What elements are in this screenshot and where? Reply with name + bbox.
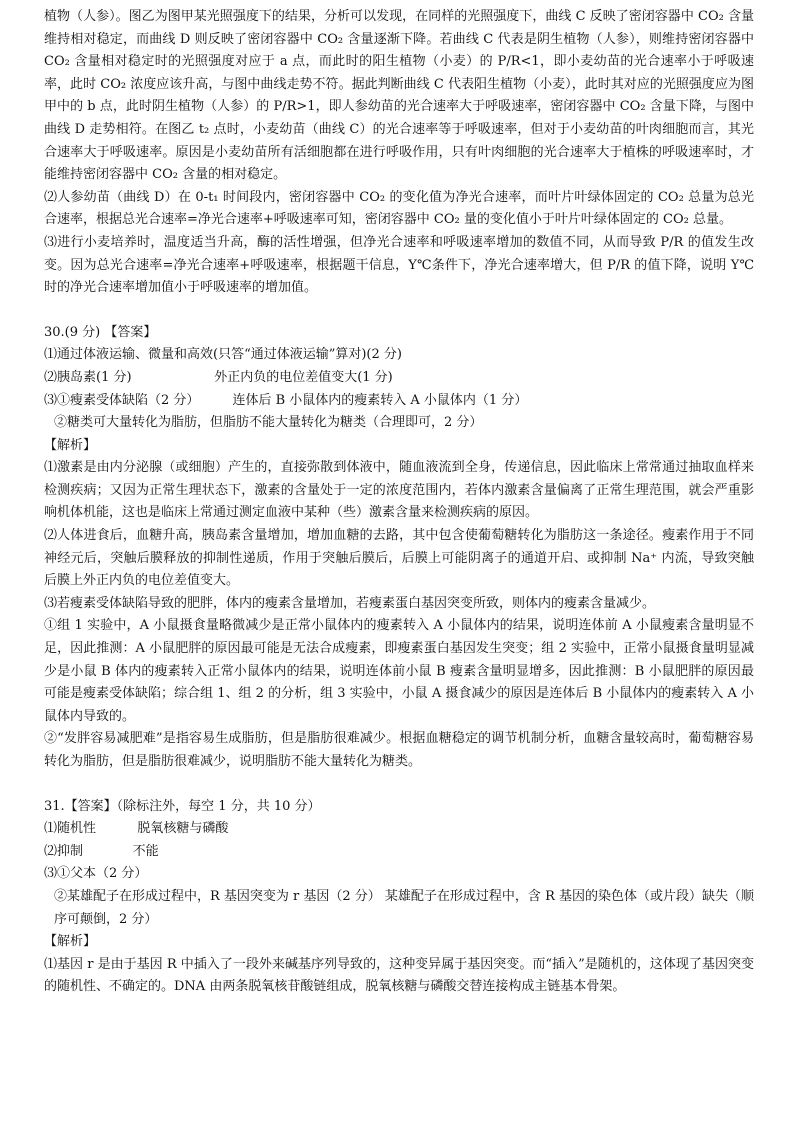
- q30-answer-3: ⑶①瘦素受体缺陷（2 分） 连体后 B 小鼠体内的瘦素转入 A 小鼠体内（1 分）: [44, 392, 528, 408]
- q30-analysis-4: ①组 1 实验中，A 小鼠摄食量略微减少是正常小鼠体内的瘦素转入 A 小鼠体内的结果，说明连体前 A 小鼠瘦素含量明显不足，因此推测：A 小鼠肥胖的原因最可能是无法合成瘦素，即瘦素蛋白基因发生突变；组 2 实验中，正常小鼠摄食量明显减少是小鼠 B 体内的瘦素转入正常小鼠体内的结果，说明连体前小鼠 B 瘦素含量明显增多，因此推测：B 小鼠肥胖的原因最可能是瘦素受体缺陷；综合组 1、组 2 的分析，组 3 实验中，小鼠 A 摄食减少的原因是连体后 B 小鼠体内的瘦素转入 A 小鼠体内导致的。: [44, 618, 754, 724]
- section-gap: [44, 774, 754, 796]
- q31-analysis-1: ⑴基因 r 是由于基因 R 中插入了一段外来碱基序列导致的，这种变异属于基因突变。而“插入”是随机的，这体现了基因突变的随机性、不确定的。DNA 由两条脱氧核苷酸链组成，脱氧核糖与磷酸交替连接构成主链基本骨架。: [44, 956, 754, 995]
- q30-analysis-1: ⑴激素是由内分泌腺（或细胞）产生的，直接弥散到体液中，随血液流到全身，传递信息，因此临床上常常通过抽取血样来检测疾病；又因为正常生理状态下，激素的含量处于一定的浓度范围内，若体内激素含量偏离了正常生理范围，就会严重影响机体机能，这也是临床上常通过测定血液中某种（些）激素含量来检测疾病的原因。: [44, 460, 754, 521]
- q30-analysis-3: ⑶若瘦素受体缺陷导致的肥胖，体内的瘦素含量增加，若瘦素蛋白基因突变所致，则体内的瘦素含量减少。: [44, 595, 656, 611]
- q30-analysis-5: ②“发胖容易减肥难”是指容易生成脂肪，但是脂肪很难减少。根据血糖稳定的调节机制分析，血糖含量较高时，葡萄糖容易转化为脂肪，但是脂肪很难减少，说明脂肪不能大量转化为糖类。: [44, 731, 754, 769]
- q30-heading: 30.(9 分) 【答案】: [44, 324, 157, 340]
- q30-answer-2: ⑵胰岛素(1 分) 外正内负的电位差值变大(1 分): [44, 369, 393, 385]
- q30-answer-1: ⑴通过体液运输、微量和高效(只答“通过体液运输”算对)(2 分): [44, 347, 402, 363]
- q30-analysis-2: ⑵人体进食后，血糖升高，胰岛素含量增加，增加血糖的去路，其中包含使葡萄糖转化为脂肪这一条途径。瘦素作用于不同神经元后，突触后膜释放的抑制性递质，作用于突触后膜后，后膜上可能阴离子的通道开启、或抑制 Na⁺ 内流，导致突触后膜上外正内负的电位差值变大。: [44, 528, 754, 589]
- q31-heading: 31.【答案】（除标注外，每空 1 分，共 10 分）: [44, 798, 321, 814]
- q30-analysis-label: 【解析】: [44, 437, 97, 453]
- q31-analysis-label: 【解析】: [44, 934, 97, 950]
- section-gap: [44, 300, 754, 322]
- q31-answer-1: ⑴随机性 脱氧核糖与磷酸: [44, 821, 229, 837]
- q30-answer-4: ②糖类可大量转化为脂肪，但脂肪不能大量转化为糖类（合理即可，2 分）: [54, 415, 483, 431]
- q31-answer-3: ⑶①父本（2 分）: [44, 866, 148, 882]
- q31-answer-4: ②某雄配子在形成过程中，R 基因突变为 r 基因（2 分） 某雄配子在形成过程中，含 R 基因的染色体（或片段）缺失（顺序可颠倒，2 分）: [54, 888, 754, 927]
- analysis-paragraph-29-3: ⑶进行小麦培养时，温度适当升高，酶的活性增强，但净光合速率和呼吸速率增加的数值不同，从而导致 P/R 的值发生改变。因为总光合速率=净光合速率+呼吸速率，根据题干信息，Y℃条件下，净光合速率增大，但 P/R 的值下降，说明 Y℃时的净光合速率增加值小于呼吸速率的增加值。: [44, 234, 754, 296]
- analysis-paragraph-29-1: 植物（人参）。图乙为图甲某光照强度下的结果，分析可以发现，在同样的光照强度下，曲线 C 反映了密闭容器中 CO₂ 含量维持相对稳定，而曲线 D 则反映了密闭容器中 CO₂ 含量逐渐下降。若曲线 C 代表是阴生植物（人参），则维持密闭容器中 CO₂ 含量相对稳定时的光照强度对应于 a 点，而此时的阳生植物（小麦）的 P/R<1，即小麦幼苗的光合速率小于呼吸速率，此时 CO₂ 浓度应该升高，与图中曲线走势不符。据此判断曲线 C 代表阳生植物（小麦），此时其对应的光照强度应为图甲中的 b 点，此时阴生植物（人参）的 P/R>1，即人参幼苗的光合速率大于呼吸速率，密闭容器中 CO₂ 含量下降，与图中曲线 D 走势相符。在图乙 t₂ 点时，小麦幼苗（曲线 C）的光合速率等于呼吸速率，但对于小麦幼苗的叶肉细胞而言，其光合速率大于呼吸速率。原因是小麦幼苗所有活细胞都在进行呼吸作用，只有叶肉细胞的光合速率大于植株的呼吸速率时，才能维持密闭容器中 CO₂ 含量的相对稳定。: [44, 9, 754, 183]
- analysis-paragraph-29-2: ⑵人参幼苗（曲线 D）在 0-t₁ 时间段内，密闭容器中 CO₂ 的变化值为净光合速率，而叶片叶绿体固定的 CO₂ 总量为总光合速率，根据总光合速率=净光合速率+呼吸速率可知，密闭容器中 CO₂ 量的变化值小于叶片叶绿体固定的 CO₂ 总量。: [44, 189, 754, 228]
- q31-answer-2: ⑵抑制 不能: [44, 843, 159, 859]
